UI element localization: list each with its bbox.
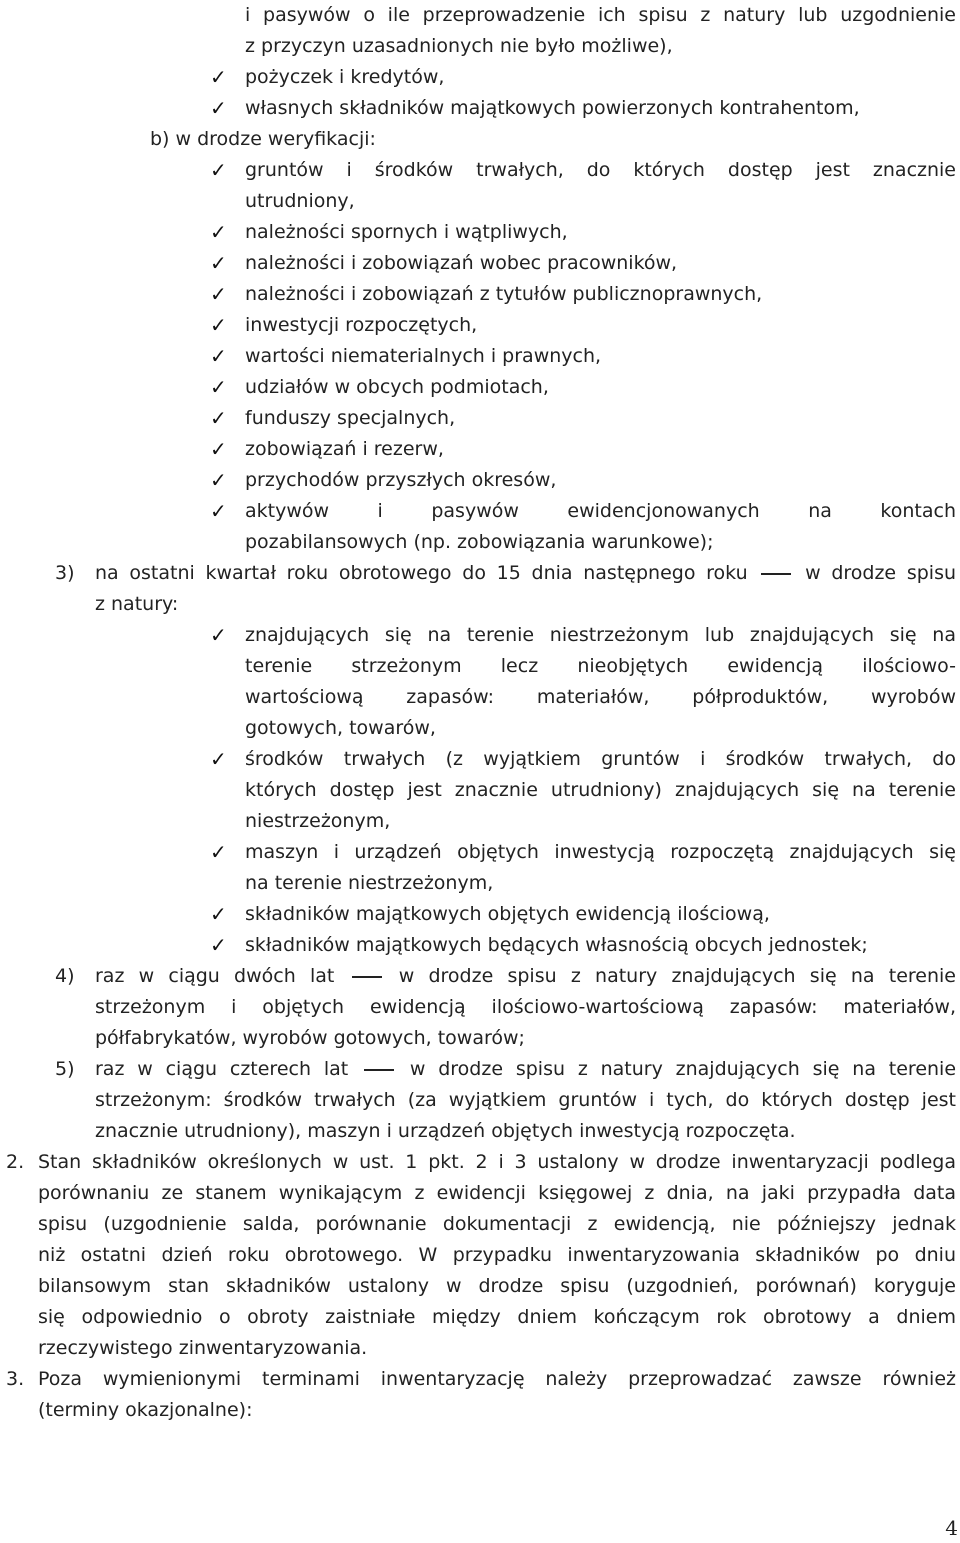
item-number: 3) <box>55 562 75 584</box>
section-label: b) w drodze weryfikacji: <box>150 128 376 150</box>
list-item: funduszy specjalnych, <box>245 407 456 429</box>
text-segment: w drodze spisu z natury znajdujących się na terenie <box>398 965 956 987</box>
item-number: 5) <box>55 1058 75 1080</box>
text-line: Stan składników określonych w ust. 1 pkt. 2 i 3 ustalony w drodze inwentaryzacji podlega <box>38 1151 956 1173</box>
text-segment: w drodze spisu z natury znajdujących się na terenie <box>409 1058 957 1080</box>
text-segment: raz w ciągu czterech lat <box>95 1058 349 1080</box>
list-item: terenie strzeżonym lecz nieobjętych ewidencją ilościowo- <box>245 655 956 677</box>
list-item: składników majątkowych będących własnością obcych jednostek; <box>245 934 868 956</box>
text-line: (terminy okazjonalne): <box>38 1399 253 1421</box>
section-number: 2. <box>6 1151 25 1173</box>
list-item: pozabilansowych (np. zobowiązania warunkowe); <box>245 531 714 553</box>
list-item: aktywów i pasywów ewidencjonowanych na kontach <box>245 500 956 522</box>
check-icon: ✓ <box>210 902 227 926</box>
check-icon: ✓ <box>210 623 227 647</box>
section-number: 3. <box>6 1368 25 1390</box>
list-item: zobowiązań i rezerw, <box>245 438 444 460</box>
text-line: porównaniu ze stanem wynikającym z ewidencji księgowej z dnia, na jaki przypadła data <box>38 1182 956 1204</box>
list-item: wartościową zapasów: materiałów, półproduktów, wyrobów <box>245 686 956 708</box>
list-item: należności i zobowiązań wobec pracowników, <box>245 252 678 274</box>
text-line: strzeżonym: środków trwałych (za wyjątkiem gruntów i tych, do których dostęp jest <box>95 1089 956 1111</box>
text-line: znacznie utrudniony), maszyn i urządzeń objętych inwestycją rozpoczęta. <box>95 1120 796 1142</box>
list-item: wartości niematerialnych i prawnych, <box>245 345 602 367</box>
text-line: i pasywów o ile przeprowadzenie ich spisu z natury lub uzgodnienie <box>245 4 956 26</box>
check-icon: ✓ <box>210 840 227 864</box>
text-segment: na ostatni kwartał roku obrotowego do 15 dnia następnego roku <box>95 562 748 584</box>
check-icon: ✓ <box>210 375 227 399</box>
list-item: własnych składników majątkowych powierzonych kontrahentom, <box>245 97 860 119</box>
list-item: należności i zobowiązań z tytułów publicznoprawnych, <box>245 283 763 305</box>
text-line: niż ostatni dzień roku obrotowego. W przypadku inwentaryzowania składników po dniu <box>38 1244 956 1266</box>
text-line: bilansowym stan składników ustalony w drodze spisu (uzgodnień, porównań) koryguje <box>38 1275 956 1297</box>
check-icon: ✓ <box>210 499 227 523</box>
check-icon: ✓ <box>210 406 227 430</box>
text-line: półfabrykatów, wyrobów gotowych, towarów; <box>95 1027 525 1049</box>
list-item: pożyczek i kredytów, <box>245 66 445 88</box>
check-icon: ✓ <box>210 282 227 306</box>
text-line <box>95 1054 956 1085</box>
check-icon: ✓ <box>210 251 227 275</box>
check-icon: ✓ <box>210 96 227 120</box>
list-item: utrudniony, <box>245 190 355 212</box>
check-icon: ✓ <box>210 747 227 771</box>
text-line: spisu (uzgodnienie salda, porównanie dokumentacji z ewidencją, nie późniejszy jednak <box>38 1213 956 1235</box>
check-icon: ✓ <box>210 468 227 492</box>
list-item: środków trwałych (z wyjątkiem gruntów i środków trwałych, do <box>245 748 956 770</box>
text-line: z przyczyn uzasadnionych nie było możliwe), <box>245 35 673 57</box>
list-item: których dostęp jest znacznie utrudniony) znajdujących się na terenie <box>245 779 956 801</box>
dash-symbol <box>761 573 791 575</box>
text-segment: w drodze spisu <box>805 562 957 584</box>
dash-symbol <box>364 1069 394 1071</box>
page-number: 4 <box>945 1516 958 1540</box>
text-segment: raz w ciągu dwóch lat <box>95 965 335 987</box>
list-item: znajdujących się na terenie niestrzeżonym lub znajdujących się na <box>245 624 956 646</box>
text-line: z natury: <box>95 593 179 615</box>
text-line: się odpowiednio o obroty zaistniałe między dniem kończącym rok obrotowy a dniem <box>38 1306 956 1328</box>
check-icon: ✓ <box>210 220 227 244</box>
list-item: na terenie niestrzeżonym, <box>245 872 494 894</box>
list-item: maszyn i urządzeń objętych inwestycją rozpoczętą znajdujących się <box>245 841 956 863</box>
check-icon: ✓ <box>210 344 227 368</box>
list-item: udziałów w obcych podmiotach, <box>245 376 549 398</box>
check-icon: ✓ <box>210 65 227 89</box>
text-line: strzeżonym i objętych ewidencją ilościowo-wartościową zapasów: materiałów, <box>95 996 956 1018</box>
list-item: składników majątkowych objętych ewidencją ilościową, <box>245 903 770 925</box>
list-item: przychodów przyszłych okresów, <box>245 469 557 491</box>
text-line <box>95 558 956 589</box>
list-item: niestrzeżonym, <box>245 810 391 832</box>
text-line <box>95 961 956 992</box>
check-icon: ✓ <box>210 933 227 957</box>
list-item: inwestycji rozpoczętych, <box>245 314 478 336</box>
text-line: rzeczywistego zinwentaryzowania. <box>38 1337 368 1359</box>
list-item: należności spornych i wątpliwych, <box>245 221 568 243</box>
check-icon: ✓ <box>210 313 227 337</box>
list-item: gotowych, towarów, <box>245 717 436 739</box>
list-item: gruntów i środków trwałych, do których dostęp jest znacznie <box>245 159 956 181</box>
text-line: Poza wymienionymi terminami inwentaryzację należy przeprowadzać zawsze również <box>38 1368 956 1390</box>
dash-symbol <box>352 976 382 978</box>
check-icon: ✓ <box>210 158 227 182</box>
check-icon: ✓ <box>210 437 227 461</box>
item-number: 4) <box>55 965 75 987</box>
